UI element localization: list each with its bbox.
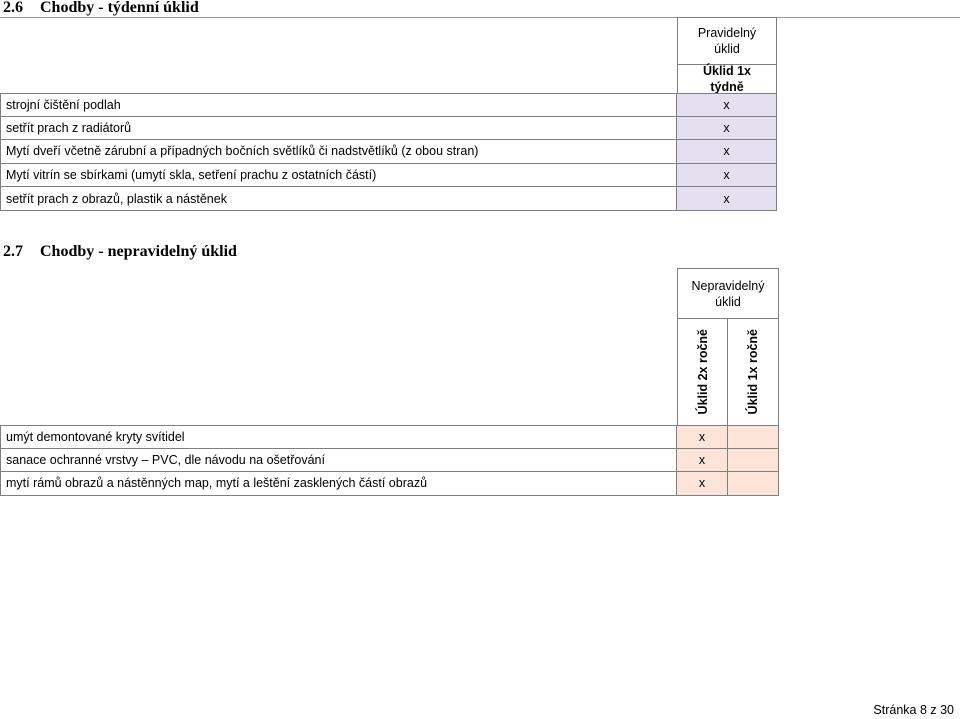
weekly-mark: x bbox=[677, 140, 777, 163]
task-cell: setřít prach z radiátorů bbox=[0, 117, 677, 140]
header-weekly-cleaning: Úklid 1x týdně bbox=[677, 64, 777, 94]
irregular-cleaning-table bbox=[0, 425, 779, 496]
weekly-cleaning-table bbox=[0, 93, 777, 211]
task-cell: mytí rámů obrazů a nástěnných map, mytí a leštění zasklených částí obrazů bbox=[0, 472, 677, 495]
twice-yearly-mark: x bbox=[677, 426, 728, 448]
table-row bbox=[0, 140, 777, 164]
section-title: Chodby - nepravidelný úklid bbox=[40, 243, 237, 260]
table-row bbox=[0, 187, 777, 211]
table-row bbox=[0, 164, 777, 188]
table-row bbox=[0, 449, 779, 473]
table-row bbox=[0, 93, 777, 117]
once-yearly-mark bbox=[728, 426, 779, 448]
header-once-yearly-label: Úklid 1x ročně bbox=[746, 329, 760, 415]
weekly-mark: x bbox=[677, 94, 777, 116]
section-number: 2.7 bbox=[3, 243, 23, 260]
once-yearly-mark bbox=[728, 472, 779, 495]
header-regular-cleaning: Pravidelný úklid bbox=[677, 17, 777, 65]
once-yearly-mark bbox=[728, 449, 779, 472]
section-heading-2-6 bbox=[0, 0, 960, 18]
task-cell: Mytí vitrín se sbírkami (umytí skla, setření prachu z ostatních částí) bbox=[0, 164, 677, 187]
task-cell: umýt demontované kryty svítidel bbox=[0, 426, 677, 448]
table-row bbox=[0, 425, 779, 449]
weekly-mark: x bbox=[677, 117, 777, 140]
section-number: 2.6 bbox=[3, 0, 23, 16]
task-cell: setřít prach z obrazů, plastik a nástěnek bbox=[0, 187, 677, 210]
task-cell: Mytí dveří včetně zárubní a případných bočních světlíků či nadstvětlíků (z obou stran) bbox=[0, 140, 677, 163]
table-row bbox=[0, 117, 777, 141]
weekly-mark: x bbox=[677, 164, 777, 187]
task-cell: strojní čištění podlah bbox=[0, 94, 677, 116]
table-row bbox=[0, 472, 779, 496]
twice-yearly-mark: x bbox=[677, 449, 728, 472]
header-irregular-cleaning: Nepravidelný úklid bbox=[677, 268, 779, 319]
section-heading-2-7 bbox=[0, 244, 400, 261]
weekly-mark: x bbox=[677, 187, 777, 210]
page-number: Stránka 8 z 30 bbox=[873, 703, 954, 717]
task-cell: sanace ochranné vrstvy – PVC, dle návodu na ošetřování bbox=[0, 449, 677, 472]
header-twice-yearly bbox=[677, 318, 728, 426]
header-once-yearly bbox=[727, 318, 779, 426]
twice-yearly-mark: x bbox=[677, 472, 728, 495]
header-twice-yearly-label: Úklid 2x ročně bbox=[695, 329, 710, 415]
section-title: Chodby - týdenní úklid bbox=[40, 0, 199, 16]
